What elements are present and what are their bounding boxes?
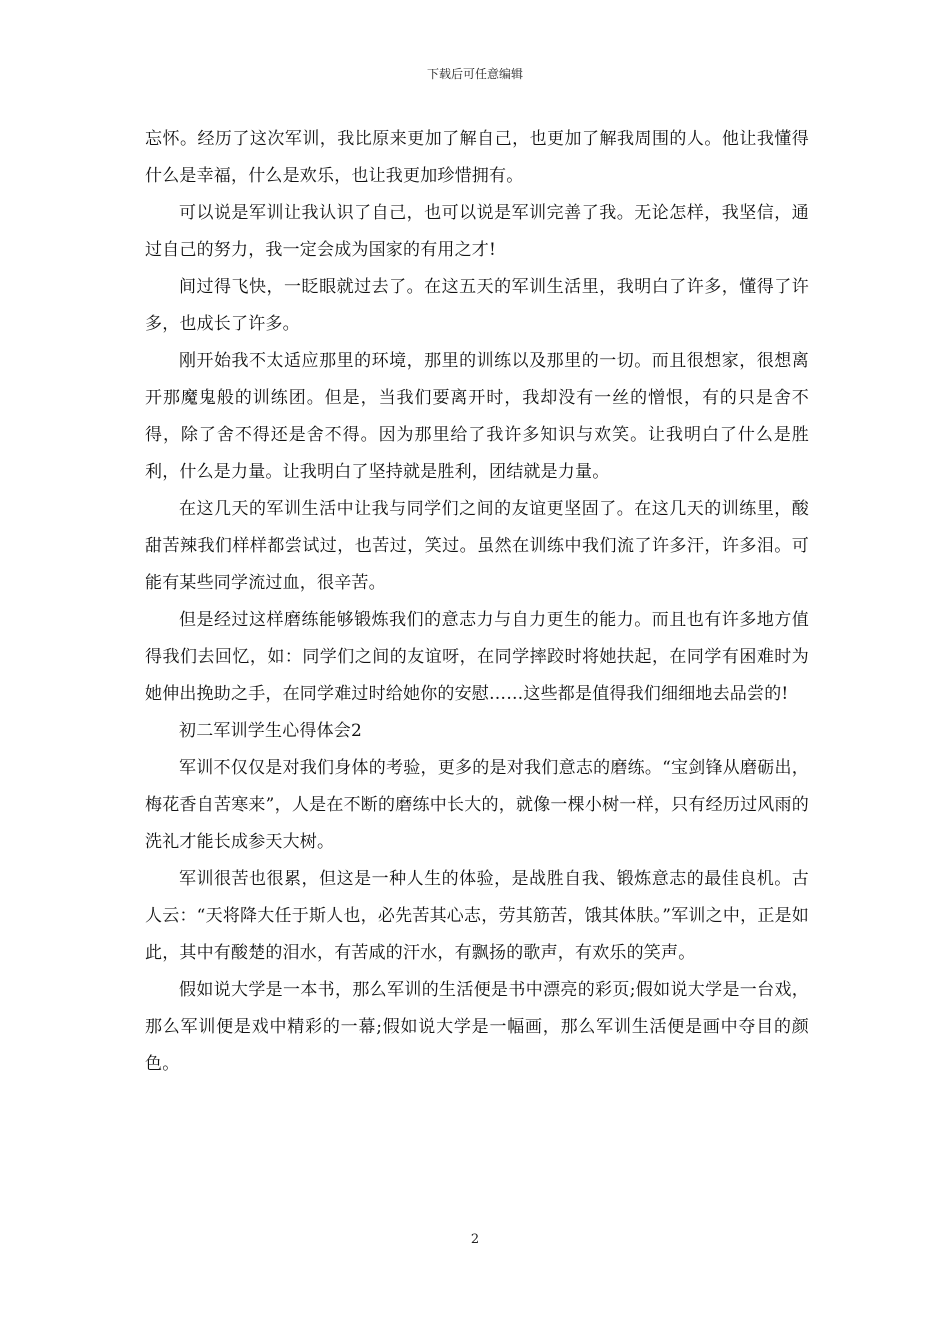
paragraph-continuation: 忘怀。经历了这次军训，我比原来更加了解自己，也更加了解我周围的人。他让我懂得什么是幸福，什么是欢乐，也让我更加珍惜拥有。 xyxy=(145,129,809,186)
document-body xyxy=(145,121,809,1083)
paragraph: 军训很苦也很累，但这是一种人生的体验，是战胜自我、锻炼意志的最佳良机。古人云：“天将降大任于斯人也，必先苦其心志，劳其筋苦，饿其体肤。”军训之中，正是如此，其中有酸楚的泪水，有苦咸的汗水，有飘扬的歌声，有欢乐的笑声。 xyxy=(145,869,809,963)
page-header: 下载后可任意编辑 xyxy=(426,67,523,81)
section-heading: 初二军训学生心得体会2 xyxy=(179,721,363,741)
paragraph: 军训不仅仅是对我们身体的考验，更多的是对我们意志的磨练。“宝剑锋从磨砺出，梅花香自苦寒来”，人是在不断的磨练中长大的，就像一棵小树一样，只有经历过风雨的洗礼才能长成参天大树。 xyxy=(145,758,809,852)
paragraph: 假如说大学是一本书，那么军训的生活便是书中漂亮的彩页;假如说大学是一台戏，那么军训便是戏中精彩的一幕;假如说大学是一幅画，那么军训生活便是画中夺目的颜色。 xyxy=(145,980,809,1074)
paragraph: 可以说是军训让我认识了自己，也可以说是军训完善了我。无论怎样，我坚信，通过自己的努力，我一定会成为国家的有用之才! xyxy=(145,203,809,260)
paragraph: 但是经过这样磨练能够锻炼我们的意志力与自力更生的能力。而且也有许多地方值得我们去回忆，如：同学们之间的友谊呀，在同学摔跤时将她扶起，在同学有困难时为她伸出挽助之手，在同学难过时给她你的安慰……这些都是值得我们细细地去品尝的! xyxy=(145,610,809,704)
paragraph: 在这几天的军训生活中让我与同学们之间的友谊更坚固了。在这几天的训练里，酸甜苦辣我们样样都尝试过，也苦过，笑过。虽然在训练中我们流了许多汗，许多泪。可能有某些同学流过血，很辛苦。 xyxy=(145,499,809,593)
paragraph: 刚开始我不太适应那里的环境，那里的训练以及那里的一切。而且很想家，很想离开那魔鬼般的训练团。但是，当我们要离开时，我却没有一丝的憎恨，有的只是舍不得，除了舍不得还是舍不得。因为那里给了我许多知识与欢笑。让我明白了什么是胜利，什么是力量。让我明白了坚持就是胜利，团结就是力量。 xyxy=(145,351,809,482)
paragraph: 间过得飞快，一眨眼就过去了。在这五天的军训生活里，我明白了许多，懂得了许多，也成长了许多。 xyxy=(145,277,809,334)
page-number: 2 xyxy=(470,1232,480,1247)
